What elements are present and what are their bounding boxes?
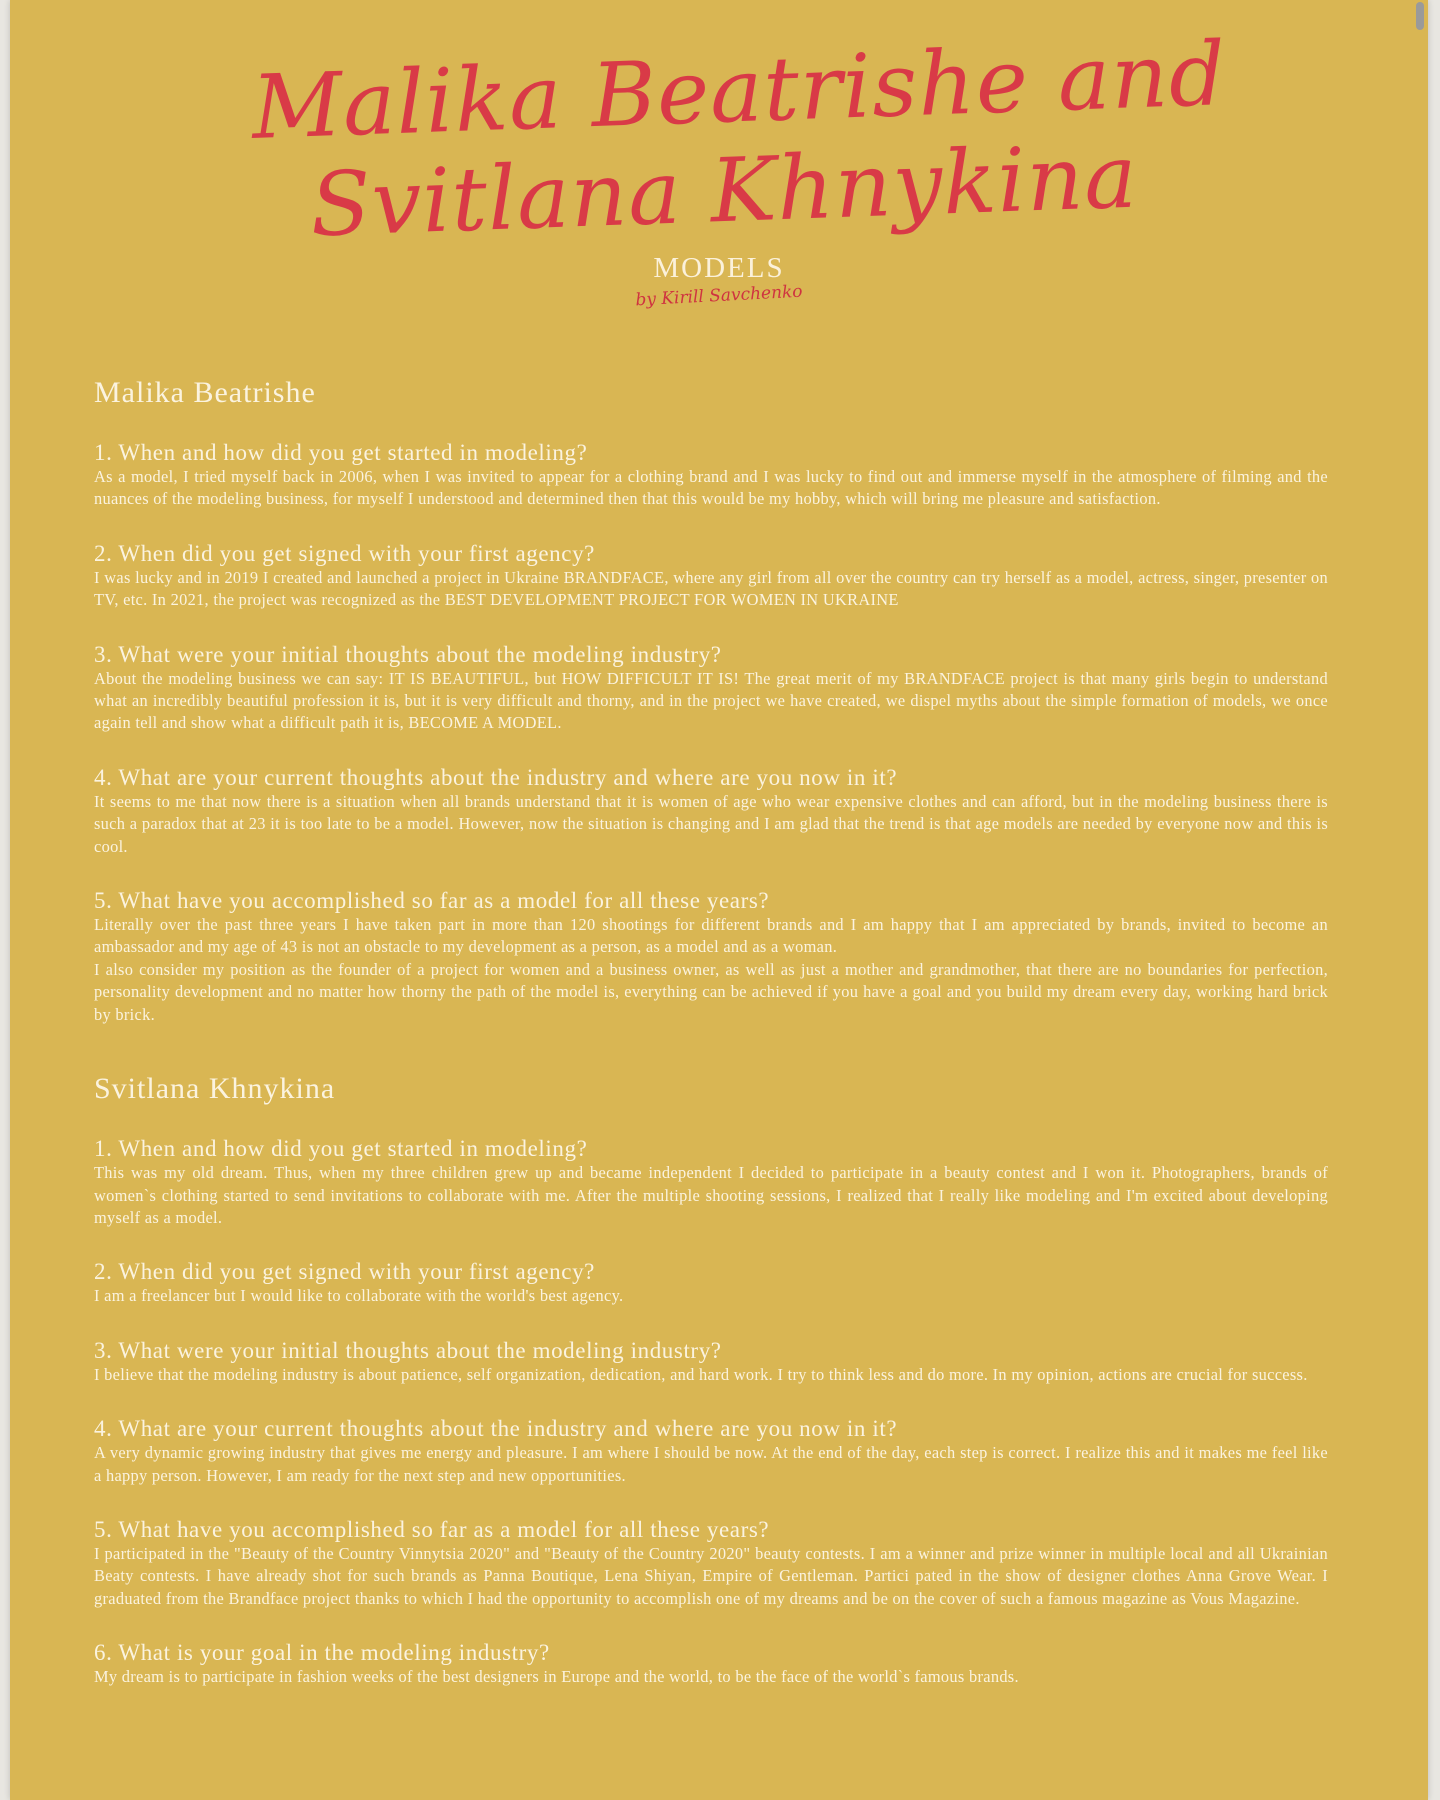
qa-item (94, 1640, 1328, 1688)
qa-item (94, 1517, 1328, 1610)
page-header (10, 22, 1428, 311)
qa-item (94, 642, 1328, 735)
magazine-page (10, 0, 1428, 1800)
qa-item (94, 765, 1328, 858)
question: 1. When and how did you get started in modeling? (94, 440, 588, 465)
answer: I am a freelancer but I would like to collaborate with the world's best agency. (94, 1286, 624, 1306)
title-line-2: Svitlana Khnykina (308, 124, 1140, 257)
answer: I believe that the modeling industry is about patience, self organization, dedication, and hard work. I try to think less and do more. In my opinion, actions are crucial for success. (94, 1364, 1308, 1384)
answer: This was my old dream. Thus, when my three children grew up and became independent I decided to participate in a beauty contest and I won it. Photographers, brands of women`s clothing started to send invitations to collaborate with me. After the multiple shooting sessions, I realized that I really like modeling and I'm excited about developing myself as a model. (94, 1163, 1328, 1227)
question: 3. What were your initial thoughts about the modeling industry? (94, 1337, 722, 1363)
answer-continued: I also consider my position as the founder of a project for women and a business owner, as well as just a mother and grandmother, that there are no boundaries for perfection, personality development and no matter how thorny the path of the model is, everything can be achieved if you have a goal and you build my dream every day, working hard brick by brick. (94, 959, 1328, 1024)
qa-item (94, 1416, 1328, 1487)
answer: My dream is to participate in fashion weeks of the best designers in Europe and the world, to be the face of the world`s famous brands. (94, 1667, 1019, 1687)
answer: As a model, I tried myself back in 2006, when I was invited to appear for a clothing brand and I was lucky to find out and immerse myself in the atmosphere of filming and the nuances of the modeling business, for myself I understood and determined then that this would be my hobby, which will bring me pleasure and satisfaction. (94, 467, 1328, 509)
qa-item (94, 541, 1328, 612)
qa-item (94, 1338, 1328, 1386)
question: 3. What were your initial thoughts about the modeling industry? (94, 641, 722, 667)
qa-item (94, 1136, 1328, 1229)
qa-item (94, 1259, 1328, 1307)
question: 4. What are your current thoughts about the industry and where are you now in it? (94, 764, 898, 790)
answer: I was lucky and in 2019 I created and launched a project in Ukraine BRANDFACE, where any girl from all over the country can try herself as a model, actress, singer, presenter on TV, etc. In 2021, the project was recognized as the BEST DEVELOPMENT PROJECT FOR WOMEN IN UKRAINE (94, 567, 1328, 610)
title-line-1: Malika Beatrishe and (250, 22, 1228, 159)
section-heading-malika: Malika Beatrishe (94, 376, 316, 409)
question: 1. When and how did you get started in modeling? (94, 1136, 588, 1162)
section-heading-svitlana: Svitlana Khnykina (94, 1072, 336, 1106)
question: 5. What have you accomplished so far as a model for all these years? (94, 888, 770, 914)
answer: I participated in the "Beauty of the Country Vinnytsia 2020" and "Beauty of the Country 2020" beauty contests. I am a winner and prize winner in multiple local and all Ukrainian Beaty contests. I have already shot for such brands as Panna Boutique, Lena Shiyan, Empire of Gentleman. Partici pated in the show of designer clothes Anna Grove Wear. I graduated from the Brandface project thanks to which I had the opportunity to accomplish one of my dreams and be on the cover of such a famous magazine as Vous Magazine. (94, 1543, 1328, 1608)
question: 5. What have you accomplished so far as a model for all these years? (94, 1516, 770, 1542)
question: 4. What are your current thoughts about the industry and where are you now in it? (94, 1416, 898, 1442)
interview-content (94, 372, 1328, 1719)
answer: Literally over the past three years I have taken part in more than 120 shootings for different brands and I am happy that I am appreciated by brands, invited to become an ambassador and my age of 43 is not an obstacle to my development as a person, as a model and as a woman. (94, 915, 1328, 957)
question: 2. When did you get signed with your first agency? (94, 540, 595, 566)
question: 6. What is your goal in the modeling industry? (94, 1640, 550, 1666)
question: 2. When did you get signed with your first agency? (94, 1259, 595, 1285)
qa-item (94, 888, 1328, 1026)
subtitle: MODELS (653, 252, 785, 284)
answer: About the modeling business we can say: IT IS BEAUTIFUL, but HOW DIFFICULT IT IS! The great merit of my BRANDFACE project is that many girls begin to understand what an incredibly beautiful profession it is, but it is very difficult and thorny, and in the project we have created, we dispel myths about the simple formation of models, we once again tell and show what a difficult path it is, BECOME A MODEL. (94, 668, 1328, 733)
byline: by Kirill Savchenko (634, 281, 804, 311)
answer: A very dynamic growing industry that gives me energy and pleasure. I am where I should be now. At the end of the day, each step is correct. I realize this and it makes me feel like a happy person. However, I am ready for the next step and new opportunities. (94, 1443, 1328, 1485)
qa-item (94, 440, 1328, 511)
answer: It seems to me that now there is a situation when all brands understand that it is women of age who wear expensive clothes and can afford, but in the modeling business there is such a paradox that at 23 it is too late to be a model. However, now the situation is changing and I am glad that the trend is that age models are needed by everyone now and this is cool. (94, 791, 1328, 856)
